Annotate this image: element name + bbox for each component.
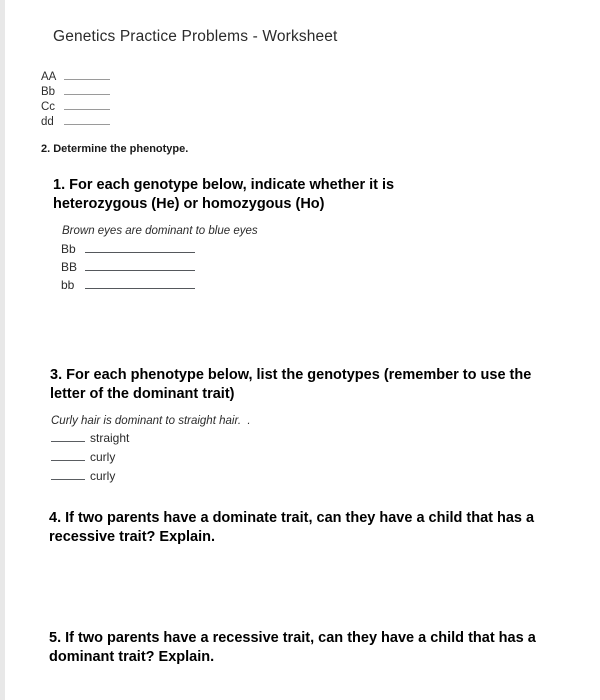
page-title: Genetics Practice Problems - Worksheet — [53, 28, 338, 45]
question-3-prompt: Curly hair is dominant to straight hair. . — [51, 415, 251, 427]
genotype-label: Cc — [41, 101, 56, 113]
phenotype-label: curly — [90, 469, 116, 483]
list-item — [41, 100, 241, 115]
phenotype-label: curly — [90, 450, 116, 464]
list-item — [51, 468, 311, 487]
list-item — [61, 241, 321, 259]
question-1-answer-list — [61, 241, 321, 295]
list-item — [61, 277, 321, 295]
question-4-answer-space[interactable] — [49, 552, 549, 622]
genotype-label: Bb — [41, 86, 56, 98]
list-item — [51, 449, 311, 468]
question-5-heading: 5. If two parents have a recessive trait, can they have a child that has a dominant trait? Explain. — [49, 630, 536, 666]
worksheet-page — [5, 0, 600, 700]
list-item — [41, 85, 241, 100]
genotype-label: BB — [61, 260, 78, 274]
genotype-label: bb — [61, 278, 75, 292]
answer-blank[interactable] — [85, 277, 195, 289]
question-3-answer-list — [51, 430, 311, 487]
question-1-prompt: Brown eyes are dominant to blue eyes — [62, 225, 258, 237]
phenotype-label: straight — [90, 431, 130, 445]
list-item — [51, 430, 311, 449]
answer-blank[interactable] — [51, 468, 85, 480]
answer-blank[interactable] — [85, 259, 195, 271]
list-item — [41, 115, 241, 130]
question-1-heading: 1. For each genotype below, indicate whether it is heterozygous (He) or homozygous (Ho) — [53, 177, 395, 213]
genotype-label: Bb — [61, 242, 76, 256]
answer-blank[interactable] — [64, 115, 110, 125]
genotype-label: AA — [41, 71, 57, 83]
answer-blank[interactable] — [85, 241, 195, 253]
answer-blank[interactable] — [51, 430, 85, 442]
genotype-answer-list — [41, 70, 241, 130]
question-3-heading: 3. For each phenotype below, list the genotypes (remember to use the letter of the dominant trait) — [50, 367, 532, 403]
question-5-answer-space[interactable] — [49, 672, 549, 698]
list-item — [61, 259, 321, 277]
answer-blank[interactable] — [64, 100, 110, 110]
genotype-label: dd — [41, 116, 54, 128]
answer-blank[interactable] — [51, 449, 85, 461]
question-4-heading: 4. If two parents have a dominate trait, can they have a child that has a recessive trait? Explain. — [49, 510, 535, 546]
instruction-determine-phenotype: 2. Determine the phenotype. — [41, 143, 189, 155]
answer-blank[interactable] — [64, 70, 110, 80]
list-item — [41, 70, 241, 85]
answer-blank[interactable] — [64, 85, 110, 95]
